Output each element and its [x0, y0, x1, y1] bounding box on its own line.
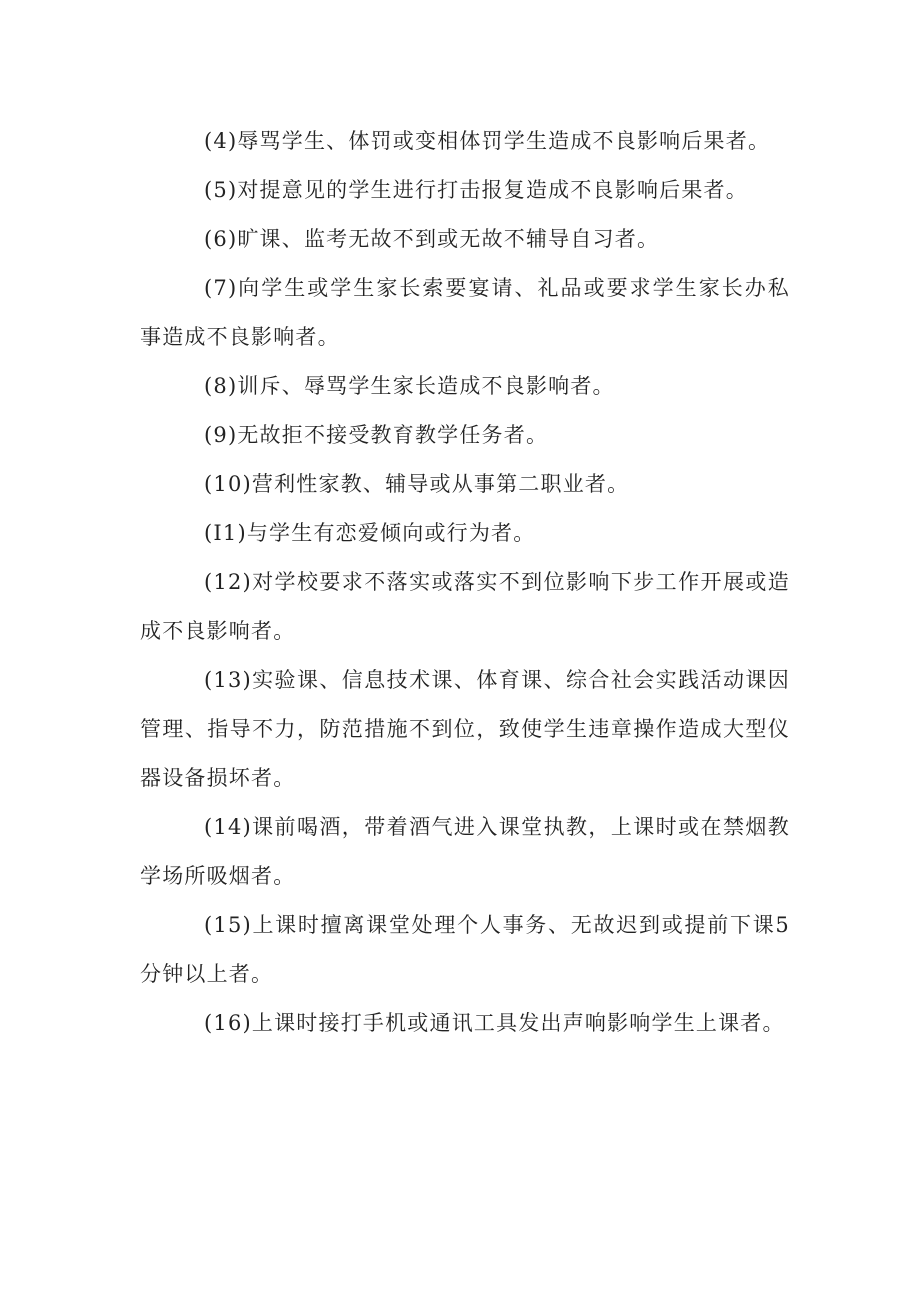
list-item-10: (10)营利性家教、辅导或从事第二职业者。	[204, 472, 630, 496]
list-item-9: (9)无故拒不接受教育教学任务者。	[204, 423, 549, 447]
list-item-14: (14)课前喝酒，带着酒气进入课堂执教，上课时或在禁烟教学场所吸烟者。	[140, 815, 790, 888]
list-item-16: (16)上课时接打手机或通讯工具发出声响影响学生上课者。	[204, 1011, 785, 1035]
list-item-6: (6)旷课、监考无故不到或无故不辅导自习者。	[204, 227, 660, 251]
list-item-4: (4)辱骂学生、体罚或变相体罚学生造成不良影响后果者。	[204, 129, 771, 153]
list-item-12: (12)对学校要求不落实或落实不到位影响下步工作开展或造成不良影响者。	[140, 570, 790, 643]
list-item-7: (7)向学生或学生家长索要宴请、礼品或要求学生家长办私事造成不良影响者。	[140, 276, 790, 349]
list-item-13: (13)实验课、信息技术课、体育课、综合社会实践活动课因管理、指导不力，防范措施不到位，致使学生违章操作造成大型仪器设备损坏者。	[140, 668, 790, 790]
list-item-5: (5)对提意见的学生进行打击报复造成不良影响后果者。	[204, 178, 748, 202]
list-item-8: (8)训斥、辱骂学生家长造成不良影响者。	[204, 374, 615, 398]
list-item-15: (15)上课时擅离课堂处理个人事务、无故迟到或提前下课5分钟以上者。	[140, 913, 790, 986]
list-item-11: (I1)与学生有恋爱倾向或行为者。	[204, 521, 536, 545]
document-body	[140, 117, 790, 1048]
